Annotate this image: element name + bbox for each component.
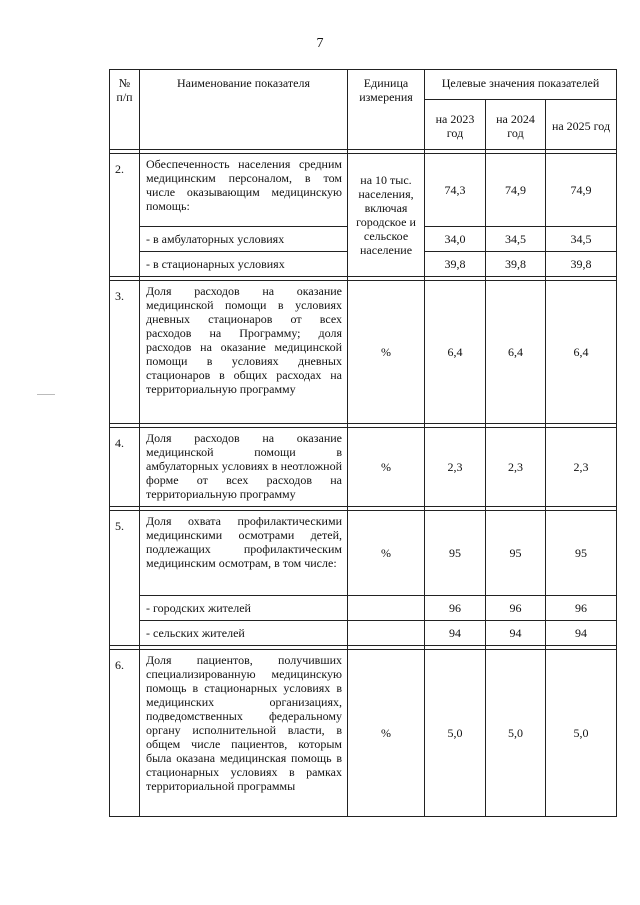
value-2024: 39,8 xyxy=(486,252,546,277)
value-2025: 34,5 xyxy=(546,227,617,252)
value-2023: 94 xyxy=(425,621,486,646)
value-2023: 6,4 xyxy=(425,281,486,424)
col-header-unit: Единица измерения xyxy=(348,70,425,150)
value-2025: 5,0 xyxy=(546,650,617,817)
indicator-sub-name: - сельских жителей xyxy=(140,621,348,646)
col-header-targets: Целевые значения показателей xyxy=(425,70,617,100)
value-2023: 74,3 xyxy=(425,154,486,227)
table-row xyxy=(110,650,617,817)
indicator-sub-name: - в амбулаторных условиях xyxy=(140,227,348,252)
unit-cell: % xyxy=(348,428,425,507)
value-2024: 94 xyxy=(486,621,546,646)
unit-cell: на 10 тыс. населения, включая городское и сельское население xyxy=(348,154,425,277)
value-2024: 5,0 xyxy=(486,650,546,817)
indicator-name: Доля пациентов, получивших специализированную медицинскую помощь в стационарных условиях в медицинских организациях, подведомственных федеральному органу исполнительной власти, в общем числе пациентов, которым была оказана медицинская помощь в стационарных условиях в рамках территориальной программы xyxy=(140,650,348,817)
col-header-num: № п/п xyxy=(110,70,140,150)
indicator-name: Обеспеченность населения средним медицинским персоналом, в том числе оказывающим медицинскую помощь: xyxy=(140,154,348,227)
unit-cell: % xyxy=(348,281,425,424)
value-2025: 2,3 xyxy=(546,428,617,507)
row-number: 6. xyxy=(110,650,140,817)
value-2025: 74,9 xyxy=(546,154,617,227)
col-header-2024: на 2024 год xyxy=(486,100,546,150)
value-2024: 34,5 xyxy=(486,227,546,252)
table-subrow xyxy=(110,596,617,621)
col-header-2025: на 2025 год xyxy=(546,100,617,150)
value-2024: 95 xyxy=(486,511,546,596)
value-2024: 2,3 xyxy=(486,428,546,507)
indicator-name: Доля расходов на оказание медицинской помощи в амбулаторных условиях в неотложной форме от всех расходов на территориальную программу xyxy=(140,428,348,507)
value-2023: 34,0 xyxy=(425,227,486,252)
value-2023: 2,3 xyxy=(425,428,486,507)
table-subrow xyxy=(110,621,617,646)
indicator-name: Доля расходов на оказание медицинской помощи в условиях дневных стационаров от всех расходов на Программу; доля расходов на оказание медицинской помощи в условиях дневных стационаров в общих расходах на территориальную программу xyxy=(140,281,348,424)
value-2024: 96 xyxy=(486,596,546,621)
value-2024: 6,4 xyxy=(486,281,546,424)
row-number: 5. xyxy=(110,511,140,646)
col-header-2023: на 2023 год xyxy=(425,100,486,150)
indicator-name: Доля охвата профилактическими медицинскими осмотрами детей, подлежащих профилактическим медицинским осмотрам, в том числе: xyxy=(140,511,348,596)
indicator-sub-name: - в стационарных условиях xyxy=(140,252,348,277)
unit-cell-empty xyxy=(348,596,425,621)
value-2023: 39,8 xyxy=(425,252,486,277)
value-2025: 96 xyxy=(546,596,617,621)
indicator-sub-name: - городских жителей xyxy=(140,596,348,621)
unit-cell: % xyxy=(348,650,425,817)
table-row xyxy=(110,511,617,596)
table-row xyxy=(110,154,617,227)
row-number: 2. xyxy=(110,154,140,277)
value-2023: 96 xyxy=(425,596,486,621)
value-2023: 5,0 xyxy=(425,650,486,817)
value-2023: 95 xyxy=(425,511,486,596)
indicators-table xyxy=(109,69,617,817)
table-row xyxy=(110,428,617,507)
unit-cell-empty xyxy=(348,621,425,646)
col-header-name: Наименование показателя xyxy=(140,70,348,150)
unit-cell: % xyxy=(348,511,425,596)
header-row xyxy=(110,70,617,100)
value-2024: 74,9 xyxy=(486,154,546,227)
value-2025: 95 xyxy=(546,511,617,596)
value-2025: 39,8 xyxy=(546,252,617,277)
margin-mark xyxy=(37,394,55,395)
page-number: 7 xyxy=(316,36,324,51)
row-number: 3. xyxy=(110,281,140,424)
table-row xyxy=(110,281,617,424)
value-2025: 6,4 xyxy=(546,281,617,424)
value-2025: 94 xyxy=(546,621,617,646)
row-number: 4. xyxy=(110,428,140,507)
